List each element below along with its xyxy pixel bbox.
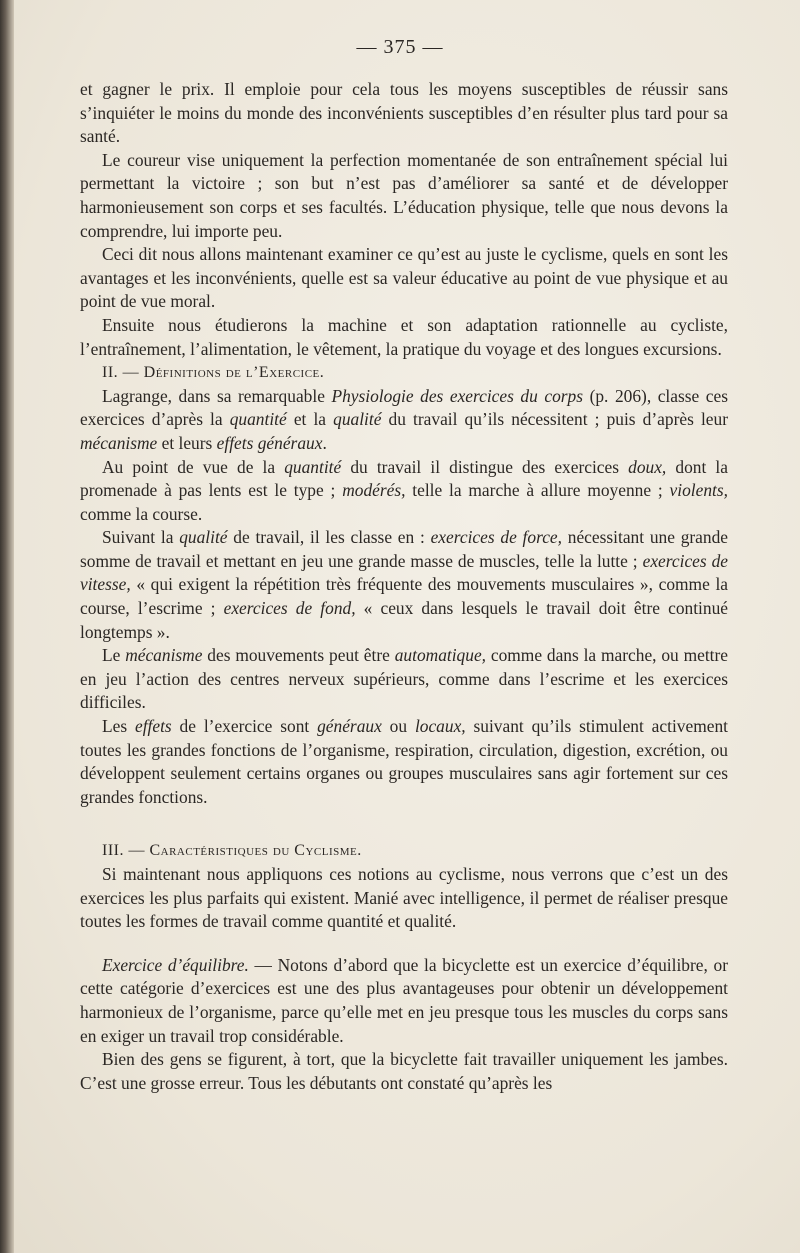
paragraph: Le mécanisme des mouvements peut être automatique, comme dans la marche, ou mettre en jeu l’action des centres nerveux supérieurs, comme dans l’escrime et les exercices difficiles. bbox=[80, 645, 728, 713]
section-heading-characteristics: III. — Caractéristiques du Cyclisme. bbox=[102, 842, 362, 860]
paragraph: et gagner le prix. Il emploie pour cela tous les moyens susceptibles de réussir sans s’inquiéter le moins du monde des inconvénients susceptibles d’en résulter plus tard pour sa santé. bbox=[80, 79, 728, 147]
paragraph: Les effets de l’exercice sont généraux ou locaux, suivant qu’ils stimulent activement toutes les grandes fonctions de l’organisme, respiration, circulation, digestion, excrétion, ou développent seulement certains organes ou groupes musculaires sans agir fortement sur ces grandes fonctions. bbox=[80, 716, 728, 807]
page-number: — 375 — bbox=[356, 36, 444, 58]
paragraph: Le coureur vise uniquement la perfection momentanée de son entraînement spécial lui permettant la victoire ; son but n’est pas d’améliorer sa santé et de développer harmonieusement son corps et ses facultés. L’éducation physique, telle que nous devons la comprendre, lui importe peu. bbox=[80, 149, 728, 241]
paragraph: Bien des gens se figurent, à tort, que la bicyclette fait travailler uniquement les jambes. C’est une grosse erreur. Tous les débutants ont constaté qu’après les bbox=[80, 1049, 728, 1093]
section-heading-definitions: II. — Définitions de l’Exercice. bbox=[102, 364, 325, 382]
paragraph: Exercice d’équilibre. — Notons d’abord que la bicyclette est un exercice d’équilibre, or cette catégorie d’exercices est une des plus avantageuses pour obtenir un développement harmonieux de l’organisme, parce qu’elle met en jeu presque tous les muscles du corps sans en exiger un travail trop considérable. bbox=[80, 954, 728, 1046]
page-binding-edge bbox=[0, 0, 14, 1253]
paragraph: Lagrange, dans sa remarquable Physiologie des exercices du corps (p. 206), classe ces exercices d’après la quantité et la qualité du travail qu’ils nécessitent ; puis d’après leur mécanisme et leurs effets généraux. bbox=[80, 385, 728, 453]
paragraph: Si maintenant nous appliquons ces notions au cyclisme, nous verrons que c’est un des exercices les plus parfaits qui existent. Manié avec intelligence, il permet de réaliser presque toutes les formes de travail comme quantité et qualité. bbox=[80, 864, 728, 932]
paragraph: Ceci dit nous allons maintenant examiner ce qu’est au juste le cyclisme, quels en sont les avantages et les inconvénients, quelle est sa valeur éducative au point de vue physique et au point de vue moral. bbox=[80, 244, 728, 312]
paragraph: Au point de vue de la quantité du travail il distingue des exercices doux, dont la promenade à pas lents est le type ; modérés, telle la marche à allure moyenne ; violents, comme la course. bbox=[80, 456, 728, 524]
page-body bbox=[80, 78, 728, 1095]
paragraph: Ensuite nous étudierons la machine et son adaptation rationnelle au cycliste, l’entraînement, l’alimentation, le vêtement, la pratique du voyage et des longues excursions. bbox=[80, 314, 728, 359]
paragraph: Suivant la qualité de travail, il les classe en : exercices de force, nécessitant une grande somme de travail et mettant en jeu une grande masse de muscles, telle la lutte ; exercices de vitesse, « qui exigent la répétition très fréquente des mouvements musculaires », comme la course, l’escrime ; exercices de fond, « ceux dans lesquels le travail doit être continué longtemps ». bbox=[80, 527, 729, 642]
